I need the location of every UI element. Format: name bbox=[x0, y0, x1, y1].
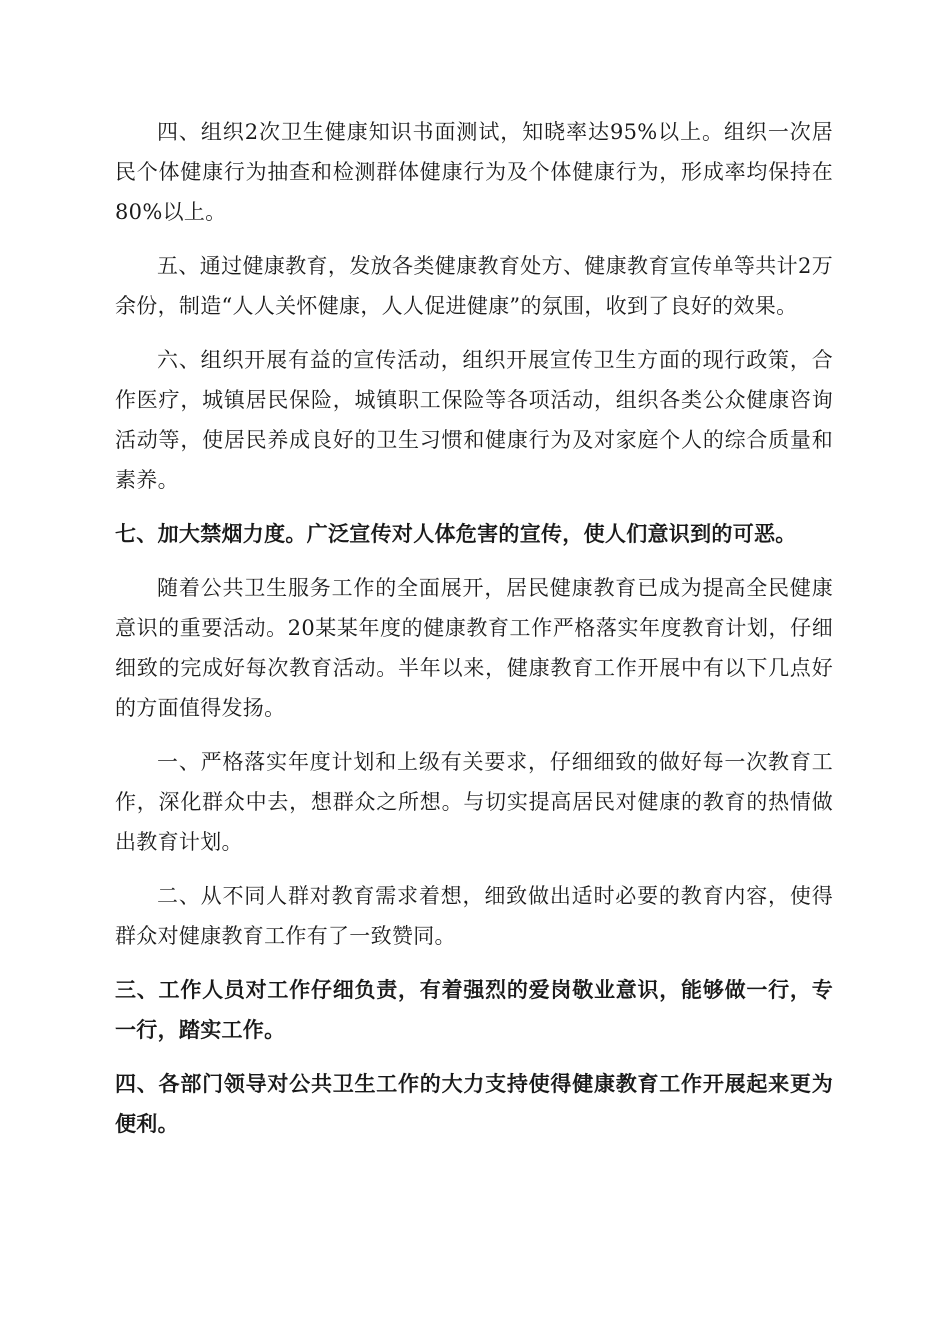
document-page bbox=[115, 112, 833, 1158]
heading-smoking-control: 七、加大禁烟力度。广泛宣传对人体危害的宣传，使人们意识到的可恶。 bbox=[115, 522, 797, 546]
paragraph-point-one: 一、严格落实年度计划和上级有关要求，仔细细致的做好每一次教育工作，深化群众中去，想群众之所想。与切实提高居民对健康的教育的热情做出教育计划。 bbox=[115, 750, 833, 854]
paragraph-point-two: 二、从不同人群对教育需求着想，细致做出适时必要的教育内容，使得群众对健康教育工作有了一致赞同。 bbox=[115, 884, 833, 948]
paragraph-activities: 六、组织开展有益的宣传活动，组织开展宣传卫生方面的现行政策，合作医疗，城镇居民保险，城镇职工保险等各项活动，组织各类公众健康咨询活动等，使居民养成良好的卫生习惯和健康行为及对家庭个人的综合质量和素养。 bbox=[115, 348, 833, 492]
paragraph-materials: 五、通过健康教育，发放各类健康教育处方、健康教育宣传单等共计2万余份，制造“人人关怀健康，人人促进健康”的氛围，收到了良好的效果。 bbox=[115, 254, 833, 318]
paragraph-testing: 四、组织2次卫生健康知识书面测试，知晓率达95%以上。组织一次居民个体健康行为抽查和检测群体健康行为及个体健康行为，形成率均保持在80%以上。 bbox=[115, 120, 833, 224]
heading-point-four: 四、各部门领导对公共卫生工作的大力支持使得健康教育工作开展起来更为便利。 bbox=[115, 1072, 833, 1136]
heading-point-three: 三、工作人员对工作仔细负责，有着强烈的爱岗敬业意识，能够做一行，专一行，踏实工作。 bbox=[115, 978, 833, 1042]
paragraph-summary: 随着公共卫生服务工作的全面展开，居民健康教育已成为提高全民健康意识的重要活动。20某某年度的健康教育工作严格落实年度教育计划，仔细细致的完成好每次教育活动。半年以来，健康教育工作开展中有以下几点好的方面值得发扬。 bbox=[115, 576, 833, 720]
